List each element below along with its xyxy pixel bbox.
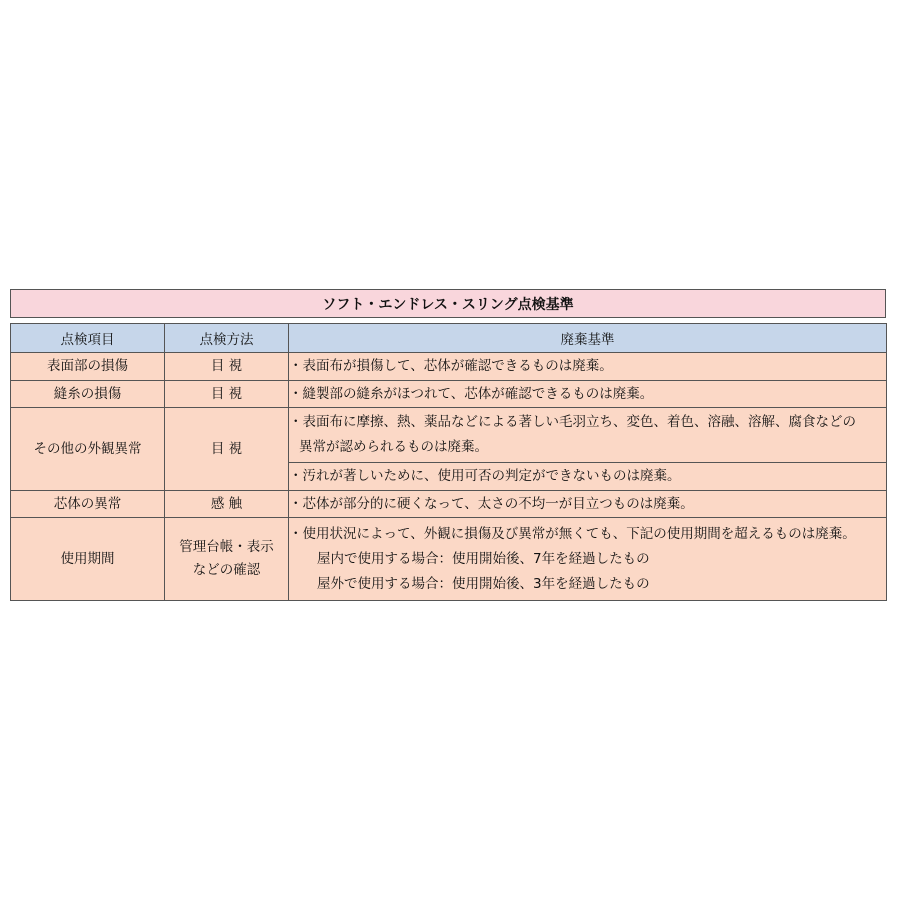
inspection-method: 感 触 xyxy=(165,491,289,518)
disposal-criterion: ・縫製部の縫糸がほつれて、芯体が確認できるものは廃棄。 xyxy=(289,381,887,408)
disposal-criterion: ・汚れが著しいために、使用可否の判定ができないものは廃棄。 xyxy=(289,463,887,491)
table-title: ソフト・エンドレス・スリング点検基準 xyxy=(10,289,886,318)
table-row xyxy=(11,381,887,408)
inspection-method: 目 視 xyxy=(165,353,289,381)
indoor-period-line: 屋内で使用する場合：使用開始後、7年を経過したもの xyxy=(317,550,650,567)
inspection-item: 表面部の損傷 xyxy=(11,353,165,381)
header-inspection-method: 点検方法 xyxy=(165,324,289,353)
disposal-criterion: ・表面布が損傷して、芯体が確認できるものは廃棄。 xyxy=(289,353,887,381)
disposal-criterion xyxy=(289,518,887,601)
header-inspection-item: 点検項目 xyxy=(11,324,165,353)
table-row xyxy=(11,408,887,463)
method-line: などの確認 xyxy=(192,562,261,578)
inspection-item: その他の外観異常 xyxy=(11,408,165,491)
disposal-criterion xyxy=(289,408,887,463)
criterion-line: ・使用状況によって、外観に損傷及び異常が無くても、下記の使用期間を超えるものは廃棄。 xyxy=(289,525,856,542)
inspection-method xyxy=(165,518,289,601)
disposal-criterion: ・芯体が部分的に硬くなって、太さの不均一が目立つものは廃棄。 xyxy=(289,491,887,518)
table-row xyxy=(11,518,887,601)
header-row xyxy=(11,324,887,353)
criterion-line: ・表面布に摩擦、熱、薬品などによる著しい毛羽立ち、変色、着色、溶融、溶解、腐食などの xyxy=(289,414,856,430)
inspection-method: 目 視 xyxy=(165,381,289,408)
table-row xyxy=(11,353,887,381)
method-line: 管理台帳・表示 xyxy=(179,539,274,555)
outdoor-period-line: 屋外で使用する場合：使用開始後、3年を経過したもの xyxy=(317,575,650,592)
header-disposal-criteria: 廃棄基準 xyxy=(289,324,887,353)
inspection-item: 縫糸の損傷 xyxy=(11,381,165,408)
inspection-criteria-table xyxy=(10,323,887,601)
inspection-item: 芯体の異常 xyxy=(11,491,165,518)
inspection-method: 目 視 xyxy=(165,408,289,491)
table-row xyxy=(11,491,887,518)
inspection-item: 使用期間 xyxy=(11,518,165,601)
criterion-line: 異常が認められるものは廃棄。 xyxy=(299,439,488,455)
